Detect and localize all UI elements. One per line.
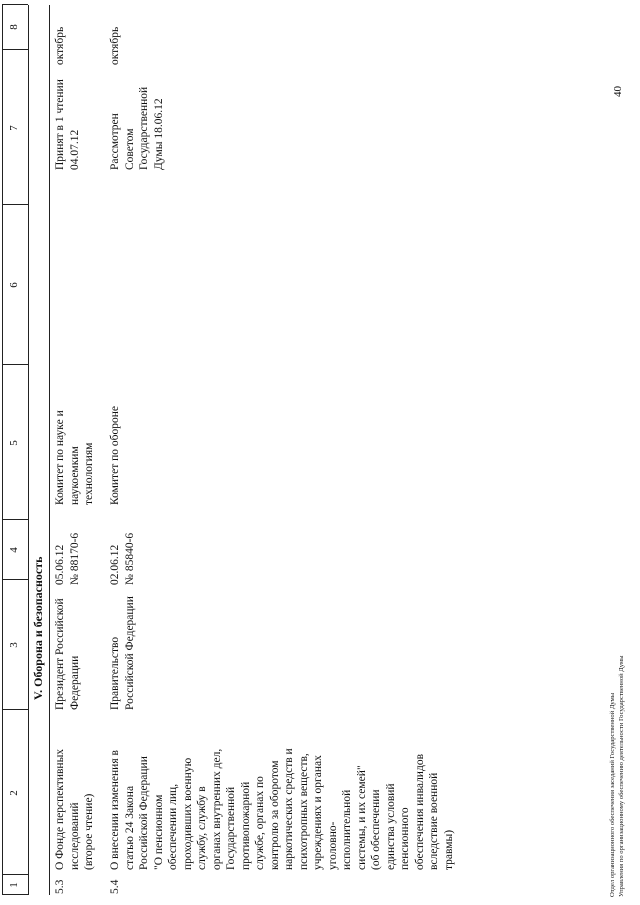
row-5-3-status: Принят в 1 чтении 04.07.12 [54, 79, 81, 170]
column-number-2: 2 [8, 790, 20, 796]
column-number-5: 5 [8, 440, 20, 446]
row-5-4-initiator: Правительство Российской Федерации [109, 596, 136, 710]
row-5-4-date-number: 02.06.12 № 85840-6 [109, 532, 136, 585]
header-row-bottom-border [28, 5, 29, 895]
col-separator-5 [2, 364, 28, 365]
column-number-8: 8 [8, 24, 20, 30]
footer-line-1: Отдел организационного обеспечения заседаний Государственной Думы [609, 692, 616, 897]
section-title: V. Оборона и безопасность [31, 556, 45, 700]
col-separator-3 [2, 579, 28, 580]
col-separator-7 [2, 49, 28, 50]
column-number-6: 6 [8, 282, 20, 288]
row-5-4-term: октябрь [109, 26, 121, 65]
col-separator-4 [2, 519, 28, 520]
footer-line-2: Управления по организационному обеспечению деятельности Государственной Думы [618, 655, 625, 897]
page-number: 40 [612, 86, 624, 97]
col-separator-2 [2, 709, 28, 710]
row-5-4-committee: Комитет по обороне [109, 406, 121, 505]
row-5-4-status: Рассмотрен Советом Государственной Думы 18.06.12 [109, 86, 165, 170]
section-title-border [49, 5, 50, 895]
column-number-4: 4 [8, 547, 20, 553]
column-number-1: 1 [8, 882, 20, 888]
row-5-4-number: 5.4 [109, 879, 121, 894]
row-5-3-title: О Фонде перспективных исследований (второе чтение) [54, 748, 95, 870]
row-5-3-date-number: 05.06.12 № 88170-6 [54, 532, 81, 585]
column-number-7: 7 [8, 125, 20, 131]
col-separator-6 [2, 204, 28, 205]
column-number-3: 3 [8, 642, 20, 648]
row-5-3-number: 5.3 [54, 879, 66, 894]
row-5-4-title: О внесении изменения в статью 24 Закона Российской Федерации "О пенсионном обеспечении лиц, проходивших военную службу, службу в органах внутренних дел, Государственной противопожарной службе, органах по контролю за оборотом наркотических средств и психотропных веществ, учреждениях и органах уголовно- исполнительной системы, и их семей" (об обеспечении единства условий пенсионного обеспечения инвалидов вследствие военной травмы) [109, 748, 455, 870]
row-5-3-initiator: Президент Российской Федерации [54, 598, 81, 710]
table-right-border [2, 4, 28, 5]
row-5-3-term: октябрь [54, 26, 66, 65]
table-top-border [2, 5, 3, 895]
row-5-3-committee: Комитет по науке и наукоемким технологиям [54, 410, 95, 505]
